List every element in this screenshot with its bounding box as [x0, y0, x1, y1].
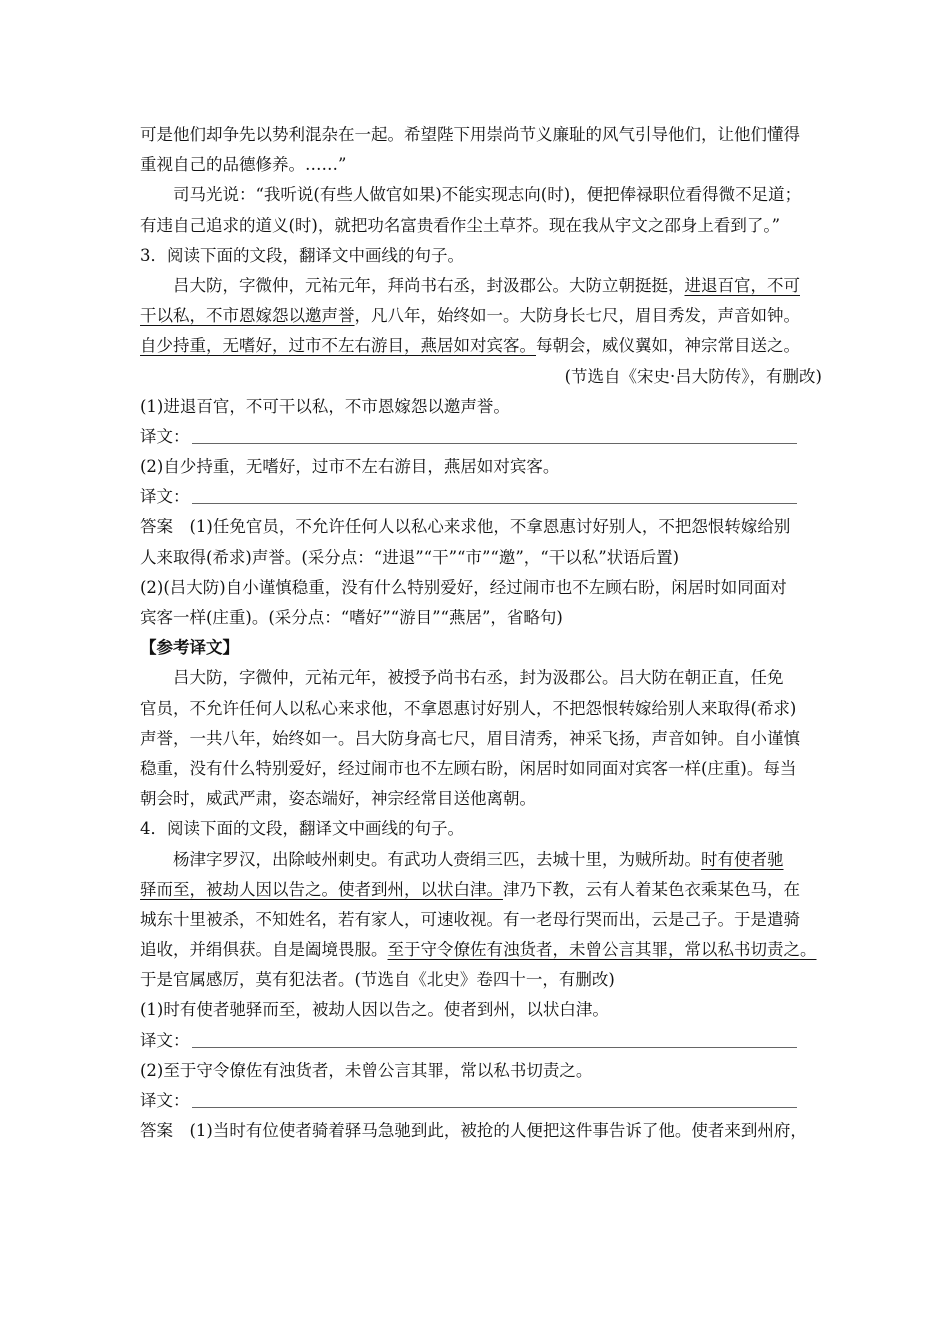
underlined-sentence: 自少持重，无嗜好，过市不左右游目，燕居如对宾客。: [140, 336, 536, 356]
translation-answer-line: [140, 1086, 830, 1116]
text-line: (2)(吕大防)自小谨慎稳重，没有什么特别爱好，经过闹市也不左顾右盼，闲居时如同面对: [140, 577, 787, 597]
text-span: 杨津字罗汉，出除岐州刺史。有武功人赍绢三匹，去城十里，为贼所劫。: [173, 849, 701, 869]
text-line: 【参考译文】: [140, 638, 239, 658]
text-span: 津乃下教，云有人着某色衣乘某色马，在: [503, 879, 800, 899]
text-line: 吕大防，字微仲，元祐元年，被授予尚书右丞，封为汲郡公。吕大防在朝正直，任免: [173, 668, 784, 688]
text-span: ，凡八年，始终如一。大防身长七尺，眉目秀发，声音如钟。: [354, 306, 800, 326]
text-line: [140, 331, 830, 361]
text-line: [140, 271, 830, 301]
underlined-sentence: 干以私，不市恩嫁怨以邀声誉: [140, 306, 355, 326]
text-line: [140, 875, 830, 905]
underlined-sentence: 驿而至，被劫人因以告之。使者到州，以状白津。: [140, 879, 503, 899]
text-line: (节选自《宋史·吕大防传》，有删改): [564, 366, 822, 386]
text-line: 于是官属感厉，莫有犯法者。(节选自《北史》卷四十一，有删改): [140, 970, 615, 990]
translation-label: 译文：: [140, 1030, 190, 1050]
text-line: [140, 935, 830, 965]
text-line: 朝会时，威武严肃，姿态端好，神宗经常目送他离朝。: [140, 789, 536, 809]
text-line: 3．阅读下面的文段，翻译文中画线的句子。: [140, 245, 464, 265]
text-line: 声誉，一共八年，始终如一。吕大防身高七尺，眉目清秀，神采飞扬，声音如钟。自小谨慎: [140, 728, 800, 748]
text-span: 吕大防，字微仲，元祐元年，拜尚书右丞，封汲郡公。大防立朝挺挺，: [173, 275, 685, 295]
answer-blank[interactable]: [192, 1089, 797, 1108]
answer-blank[interactable]: [192, 1029, 797, 1048]
text-line: 稳重，没有什么特别爱好，经过闹市也不左顾右盼，闲居时如同面对宾客一样(庄重)。每当: [140, 758, 797, 778]
text-line: 官员，不允许任何人以私心来求他，不拿恩惠讨好别人，不把怨恨转嫁给别人来取得(希求): [140, 698, 797, 718]
translation-answer-line: [140, 422, 830, 452]
underlined-sentence: 时有使者驰: [701, 849, 784, 869]
text-line: 可是他们却争先以势利混杂在一起。希望陛下用崇尚节义廉耻的风气引导他们，让他们懂得: [140, 125, 800, 144]
document-body: [140, 120, 830, 1146]
text-line: 人来取得(希求)声誉。(采分点：“进退”“干”“市”“邀”，“干以私”状语后置): [140, 547, 680, 567]
text-line: [140, 301, 830, 331]
text-line: (2)至于守令僚佐有浊货者，未曾公言其罪，常以私书切责之。: [140, 1060, 593, 1080]
translation-label: 译文：: [140, 1091, 190, 1110]
text-line: 4．阅读下面的文段，翻译文中画线的句子。: [140, 819, 464, 839]
text-span: 追收，并绢俱获。自是阖境畏服。: [140, 940, 388, 960]
answer-blank[interactable]: [192, 485, 797, 504]
text-line: [140, 845, 830, 875]
text-line: (1)进退百官，不可干以私，不市恩嫁怨以邀声誉。: [140, 396, 510, 416]
underlined-sentence: 至于守令僚佐有浊货者，未曾公言其罪，常以私书切责之。: [387, 940, 817, 960]
text-line: 城东十里被杀，不知姓名，若有家人，可速收视。有一老母行哭而出，云是己子。于是遣骑: [140, 909, 800, 929]
translation-label: 译文：: [140, 487, 190, 507]
translation-label: 译文：: [140, 426, 190, 446]
translation-answer-line: [140, 482, 830, 512]
text-line: (1)时有使者驰驿而至，被劫人因以告之。使者到州，以状白津。: [140, 1000, 609, 1020]
text-line: 宾客一样(庄重)。(采分点：“嗜好”“游目”“燕居”，省略句): [140, 608, 563, 627]
underlined-sentence: 进退百官，不可: [684, 275, 800, 295]
text-line: 答案 (1)当时有位使者骑着驿马急驰到此，被抢的人便把这件事告诉了他。使者来到州府，: [140, 1121, 807, 1141]
answer-blank[interactable]: [192, 425, 797, 444]
text-line: 司马光说：“我听说(有些人做官如果)不能实现志向(时)，便把俸禄职位看得微不足道；: [173, 185, 802, 205]
text-line: 重视自己的品德修养。……”: [140, 155, 347, 175]
text-line: (2)自少持重，无嗜好，过市不左右游目，燕居如对宾客。: [140, 457, 560, 477]
text-line: 有违自己追求的道义(时)，就把功名富贵看作尘土草芥。现在我从宇文之邵身上看到了。”: [140, 215, 781, 235]
text-span: 每朝会，威仪翼如，神宗常目送之。: [536, 336, 800, 356]
translation-answer-line: [140, 1026, 830, 1056]
text-line: 答案 (1)任免官员，不允许任何人以私心来求他，不拿恩惠讨好别人，不把怨恨转嫁给别: [140, 517, 791, 537]
